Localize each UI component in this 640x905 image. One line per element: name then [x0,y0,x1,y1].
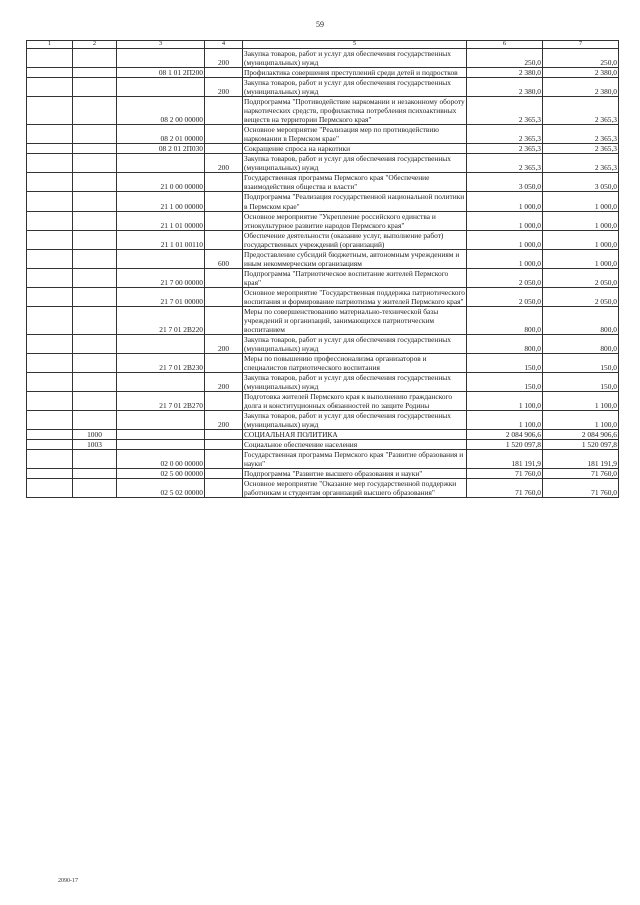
target-article-cell: 08 2 00 00000 [117,97,205,125]
amount-cell: 71 760,0 [467,479,543,498]
amount-cell: 2 365,3 [467,144,543,154]
section-code-cell [73,97,117,125]
target-article-cell [117,334,205,353]
description-cell: Основное мероприятие "Оказание мер государственной поддержки работникам и студентам организаций высшего образования" [243,479,467,498]
expense-type-cell [205,469,243,479]
expense-type-cell: 200 [205,411,243,430]
expense-type-cell [205,144,243,154]
column-1-cell [27,479,73,498]
expense-type-cell [205,479,243,498]
target-article-cell: 21 1 01 00000 [117,211,205,230]
table-row [27,49,619,68]
table-row [27,230,619,249]
column-1-cell [27,125,73,144]
amount-cell: 71 760,0 [543,469,619,479]
amount-cell: 2 365,3 [543,97,619,125]
amount-cell: 2 365,3 [543,154,619,173]
column-1-cell [27,78,73,97]
table-row [27,97,619,125]
target-article-cell: 21 7 01 2В220 [117,306,205,334]
amount-cell: 250,0 [543,49,619,68]
table-row [27,173,619,192]
column-1-cell [27,440,73,450]
column-1-cell [27,469,73,479]
section-code-cell [73,154,117,173]
target-article-cell: 08 2 01 2П030 [117,144,205,154]
target-article-cell: 21 7 01 2В270 [117,392,205,411]
section-code-cell [73,192,117,211]
target-article-cell: 02 0 00 00000 [117,450,205,469]
description-cell: Закупка товаров, работ и услуг для обеспечения государственных (муниципальных) нужд [243,49,467,68]
description-cell: Обеспечение деятельности (оказание услуг, выполнение работ) государственных учреждений (организаций) [243,230,467,249]
description-cell: Предоставление субсидий бюджетным, автономным учреждениям и иным некоммерческим организациям [243,249,467,268]
expense-type-cell [205,354,243,373]
description-cell: Основное мероприятие "Реализация мер по противодействию наркомании в Пермском крае" [243,125,467,144]
description-cell: Меры по повышению профессионализма организаторов и специалистов патриотического воспитания [243,354,467,373]
table-row [27,334,619,353]
column-1-cell [27,334,73,353]
amount-cell: 2 380,0 [467,68,543,78]
amount-cell: 1 000,0 [467,230,543,249]
table-header-row [27,41,619,49]
description-cell: Подпрограмма "Патриотическое воспитание жителей Пермского края" [243,268,467,287]
column-1-cell [27,144,73,154]
column-1-cell [27,97,73,125]
target-article-cell: 21 7 01 00000 [117,287,205,306]
section-code-cell [73,479,117,498]
section-code-cell [73,354,117,373]
description-cell: Закупка товаров, работ и услуг для обеспечения государственных (муниципальных) нужд [243,154,467,173]
description-cell: Закупка товаров, работ и услуг для обеспечения государственных (муниципальных) нужд [243,373,467,392]
column-1-cell [27,287,73,306]
amount-cell: 2 050,0 [467,268,543,287]
section-code-cell [73,144,117,154]
column-1-cell [27,249,73,268]
amount-cell: 2 050,0 [467,287,543,306]
description-cell: Подпрограмма "Реализация государственной национальной политики в Пермском крае" [243,192,467,211]
amount-cell: 2 084 906,6 [543,430,619,440]
column-1-cell [27,373,73,392]
column-1-cell [27,49,73,68]
expense-type-cell: 200 [205,154,243,173]
column-header: 4 [205,41,243,49]
amount-cell: 1 100,0 [543,411,619,430]
section-code-cell [73,268,117,287]
description-cell: Закупка товаров, работ и услуг для обеспечения государственных (муниципальных) нужд [243,78,467,97]
section-code-cell [73,306,117,334]
amount-cell: 1 100,0 [467,392,543,411]
column-1-cell [27,192,73,211]
column-header: 1 [27,41,73,49]
expense-type-cell: 600 [205,249,243,268]
column-1-cell [27,68,73,78]
expense-type-cell [205,230,243,249]
table-row [27,125,619,144]
description-cell: Меры по совершенствованию материально-технической базы учреждений и организаций, занимающихся патриотическим воспитанием [243,306,467,334]
amount-cell: 150,0 [543,354,619,373]
target-article-cell: 08 1 01 2П200 [117,68,205,78]
column-1-cell [27,392,73,411]
expense-type-cell [205,306,243,334]
table-row [27,411,619,430]
description-cell: Государственная программа Пермского края "Развитие образования и науки" [243,450,467,469]
amount-cell: 1 000,0 [467,192,543,211]
table-row [27,440,619,450]
target-article-cell [117,49,205,68]
column-1-cell [27,430,73,440]
expense-type-cell [205,450,243,469]
table-row [27,469,619,479]
table-row [27,450,619,469]
section-code-cell [73,125,117,144]
expense-type-cell [205,287,243,306]
amount-cell: 3 050,0 [543,173,619,192]
amount-cell: 1 000,0 [467,249,543,268]
target-article-cell [117,249,205,268]
description-cell: Основное мероприятие "Укрепление российского единства и этнокультурное развитие народов Пермского края" [243,211,467,230]
column-1-cell [27,450,73,469]
column-1-cell [27,354,73,373]
description-cell: Подготовка жителей Пермского края к выполнению гражданского долга и конституционных обязанностей по защите Родины [243,392,467,411]
table-row [27,154,619,173]
footer-code: 2090-17 [58,878,78,884]
column-1-cell [27,230,73,249]
expense-type-cell [205,211,243,230]
description-cell: Профилактика совершения преступлений среди детей и подростков [243,68,467,78]
target-article-cell: 02 5 02 00000 [117,479,205,498]
column-header: 7 [543,41,619,49]
table-row [27,354,619,373]
amount-cell: 1 520 097,8 [543,440,619,450]
amount-cell: 800,0 [543,334,619,353]
expense-type-cell [205,392,243,411]
column-1-cell [27,173,73,192]
column-1-cell [27,211,73,230]
column-header: 6 [467,41,543,49]
amount-cell: 2 084 906,6 [467,430,543,440]
column-header: 3 [117,41,205,49]
expense-type-cell: 200 [205,49,243,68]
amount-cell: 1 000,0 [467,211,543,230]
table-row [27,211,619,230]
table-row [27,144,619,154]
section-code-cell [73,411,117,430]
expense-type-cell [205,173,243,192]
page-number: 59 [316,20,324,29]
section-code-cell [73,392,117,411]
description-cell: Основное мероприятие "Государственная поддержка патриотического воспитания и формирование патриотизма у жителей Пермского края" [244,287,465,306]
amount-cell: 2 365,3 [543,125,619,144]
target-article-cell: 02 5 00 00000 [117,469,205,479]
amount-cell: 2 380,0 [543,68,619,78]
table-row [27,78,619,97]
description-cell: Подпрограмма "Противодействие наркомании и незаконному обороту наркотических средств, профилактика потребления психоактивных веществ на территории Пермского края" [244,97,465,125]
section-code-cell [73,450,117,469]
amount-cell: 1 000,0 [543,230,619,249]
amount-cell: 800,0 [543,306,619,334]
amount-cell: 181 191,9 [543,450,619,469]
expense-type-cell [205,68,243,78]
amount-cell: 150,0 [467,354,543,373]
section-code-cell: 1000 [73,430,117,440]
target-article-cell: 21 0 00 00000 [117,173,205,192]
amount-cell: 181 191,9 [467,450,543,469]
table-row [27,192,619,211]
amount-cell: 3 050,0 [467,173,543,192]
expense-type-cell [205,192,243,211]
amount-cell: 150,0 [543,373,619,392]
amount-cell: 2 380,0 [467,78,543,97]
target-article-cell [117,411,205,430]
target-article-cell [117,430,205,440]
target-article-cell: 08 2 01 00000 [117,125,205,144]
section-code-cell [73,230,117,249]
table-row [27,479,619,498]
table-row [27,268,619,287]
target-article-cell [117,78,205,97]
amount-cell: 1 100,0 [467,411,543,430]
amount-cell: 1 000,0 [543,211,619,230]
amount-cell: 2 380,0 [543,78,619,97]
description-cell: Закупка товаров, работ и услуг для обеспечения государственных (муниципальных) нужд [243,334,467,353]
amount-cell: 1 000,0 [543,192,619,211]
column-1-cell [27,411,73,430]
target-article-cell: 21 7 01 2В230 [117,354,205,373]
description-cell: Сокращение спроса на наркотики [243,144,467,154]
description-cell: Подпрограмма "Развитие высшего образования и науки" [243,469,467,479]
amount-cell: 250,0 [467,49,543,68]
column-1-cell [27,154,73,173]
amount-cell: 1 520 097,8 [467,440,543,450]
expense-type-cell [205,440,243,450]
expense-type-cell: 200 [205,373,243,392]
target-article-cell [117,440,205,450]
table-row [27,249,619,268]
target-article-cell [117,154,205,173]
description-cell: Социальное обеспечение населения [243,440,467,450]
table-row [27,392,619,411]
amount-cell: 150,0 [467,373,543,392]
section-code-cell [73,173,117,192]
table-row [27,287,619,306]
expense-type-cell: 200 [205,78,243,97]
amount-cell: 2 365,3 [543,144,619,154]
section-code-cell [73,469,117,479]
section-code-cell [73,49,117,68]
amount-cell: 71 760,0 [467,469,543,479]
amount-cell: 2 365,3 [467,154,543,173]
section-code-cell [73,334,117,353]
target-article-cell: 21 1 01 00110 [117,230,205,249]
amount-cell: 2 365,3 [467,97,543,125]
section-code-cell [73,78,117,97]
section-code-cell [73,68,117,78]
section-code-cell [73,249,117,268]
expense-type-cell [205,125,243,144]
description-cell: Государственная программа Пермского края "Обеспечение взаимодействия общества и власти" [243,173,467,192]
section-code-cell [73,287,117,306]
column-header: 5 [243,41,467,49]
column-1-cell [27,306,73,334]
section-code-cell: 1003 [73,440,117,450]
amount-cell: 2 365,3 [467,125,543,144]
budget-table [26,40,619,498]
section-code-cell [73,373,117,392]
amount-cell: 800,0 [467,306,543,334]
expense-type-cell [205,97,243,125]
amount-cell: 1 000,0 [543,249,619,268]
table-row [27,373,619,392]
target-article-cell: 21 7 00 00000 [117,268,205,287]
column-header: 2 [73,41,117,49]
amount-cell: 1 100,0 [543,392,619,411]
target-article-cell: 21 1 00 00000 [117,192,205,211]
table-row [27,68,619,78]
amount-cell: 2 050,0 [543,287,619,306]
amount-cell: 2 050,0 [543,268,619,287]
table-row [27,430,619,440]
expense-type-cell [205,268,243,287]
section-code-cell [73,211,117,230]
amount-cell: 800,0 [467,334,543,353]
description-cell: СОЦИАЛЬНАЯ ПОЛИТИКА [243,430,467,440]
target-article-cell [117,373,205,392]
expense-type-cell: 200 [205,334,243,353]
expense-type-cell [205,430,243,440]
table-row [27,306,619,334]
description-cell: Закупка товаров, работ и услуг для обеспечения государственных (муниципальных) нужд [243,411,467,430]
column-1-cell [27,268,73,287]
amount-cell: 71 760,0 [543,479,619,498]
